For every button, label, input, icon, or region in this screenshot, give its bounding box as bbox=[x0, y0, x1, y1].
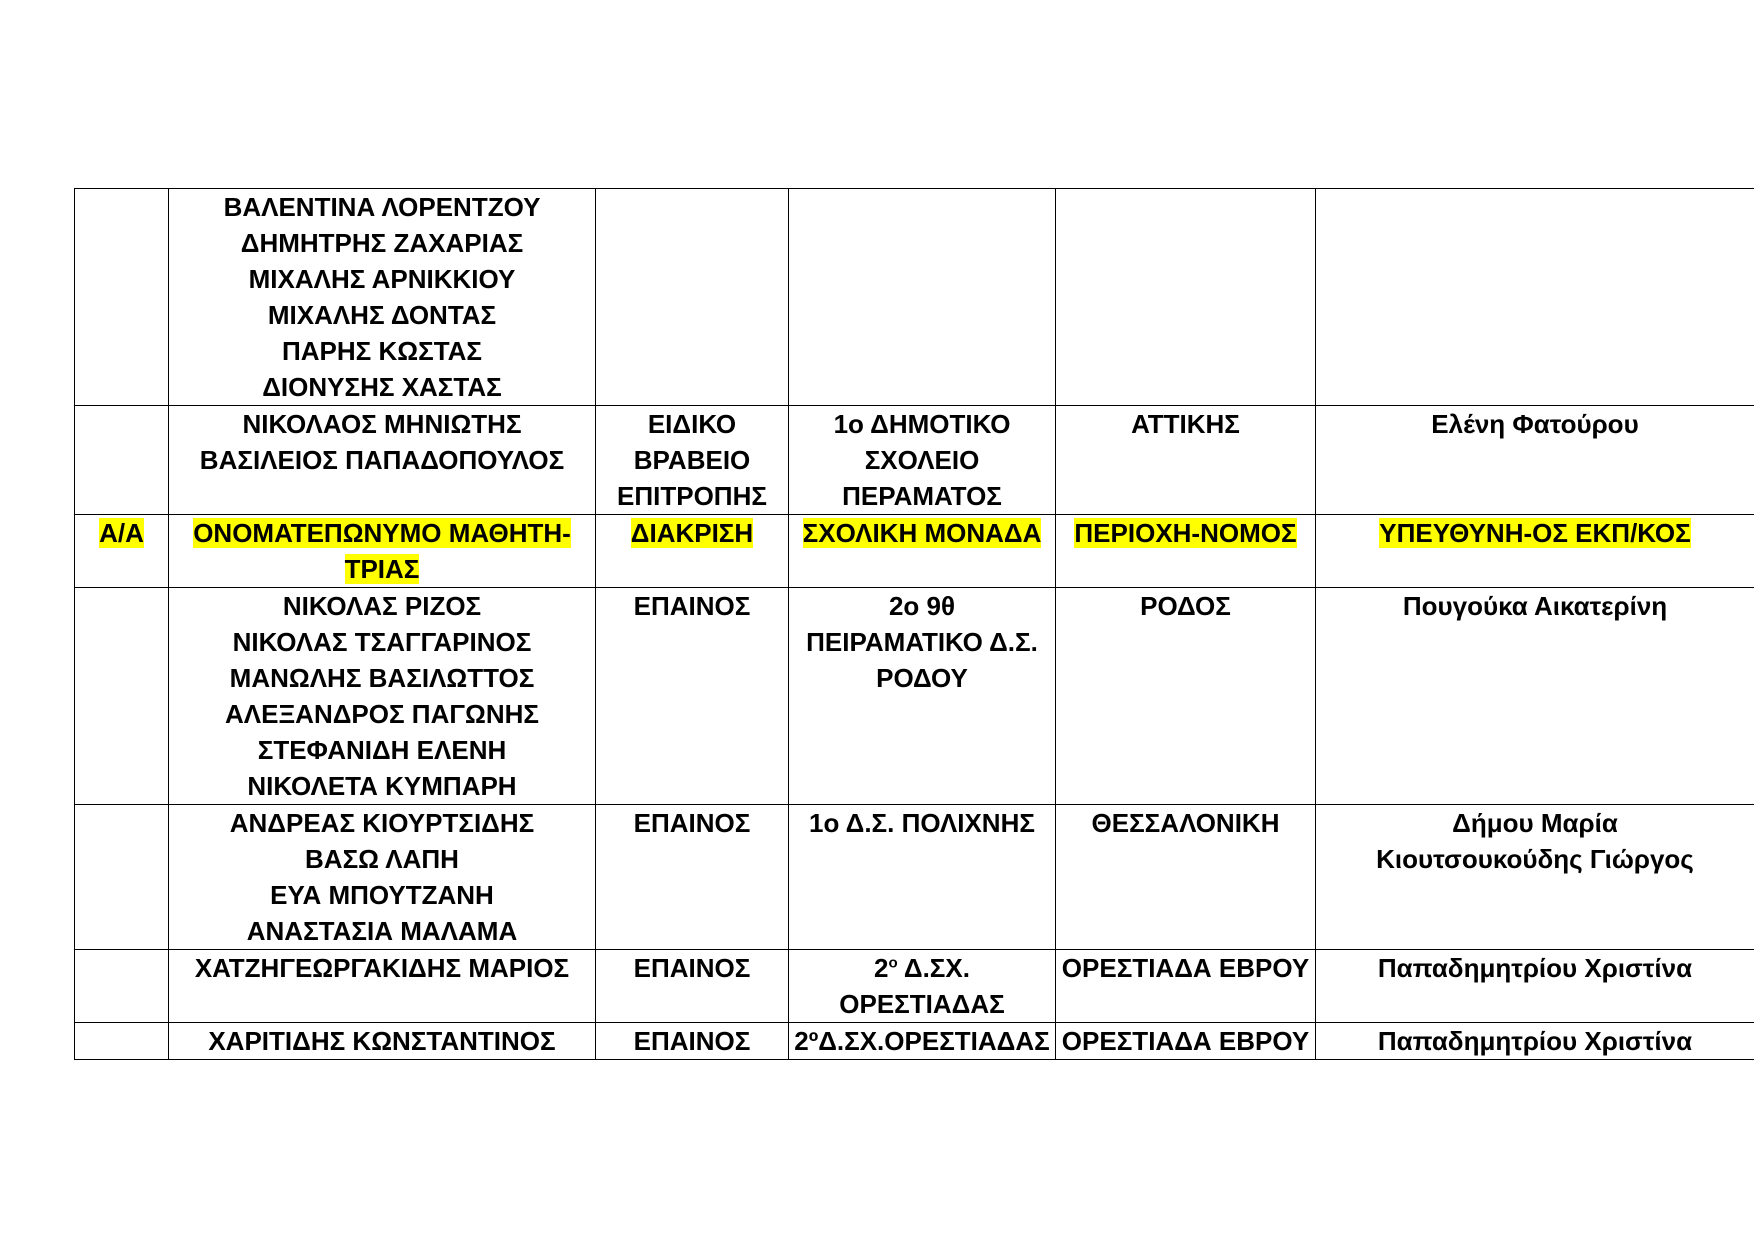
distinction-text: ΕΠΙΤΡΟΠΗΣ bbox=[617, 481, 767, 511]
distinction-cell bbox=[596, 406, 789, 515]
school-cell bbox=[789, 1023, 1056, 1060]
aa-cell bbox=[75, 805, 169, 950]
teacher-name: Δήμου Μαρία bbox=[1452, 808, 1618, 838]
school-text: 1ο Δ.Σ. ΠΟΛΙΧΝΗΣ bbox=[809, 808, 1035, 838]
header-aa-text: Α/Α bbox=[99, 518, 144, 548]
aa-cell bbox=[75, 1023, 169, 1060]
header-region bbox=[1056, 515, 1316, 588]
table-row bbox=[75, 588, 1754, 805]
region-cell bbox=[1056, 805, 1316, 950]
school-rest: Δ.ΣΧ. bbox=[897, 953, 970, 983]
distinction-cell bbox=[596, 588, 789, 805]
teacher-name: Παπαδημητρίου Χριστίνα bbox=[1377, 953, 1693, 983]
students-cell bbox=[169, 406, 596, 515]
distinction-text: ΕΠΑΙΝΟΣ bbox=[633, 1026, 751, 1056]
school-ordinal: ο bbox=[888, 954, 898, 972]
student-name: ΜΑΝΩΛΗΣ ΒΑΣΙΛΩΤΤΟΣ bbox=[229, 663, 535, 693]
region-text: ΟΡΕΣΤΙΑΔΑ ΕΒΡΟΥ bbox=[1061, 1026, 1310, 1056]
teacher-cell bbox=[1316, 1023, 1754, 1060]
distinction-cell bbox=[596, 950, 789, 1023]
student-name: ΑΝΔΡΕΑΣ ΚΙΟΥΡΤΣΙΔΗΣ bbox=[229, 808, 535, 838]
student-name: ΔΗΜΗΤΡΗΣ ΖΑΧΑΡΙΑΣ bbox=[240, 228, 524, 258]
header-region-text: ΠΕΡΙΟΧΗ-ΝΟΜΟΣ bbox=[1074, 518, 1297, 548]
school-text: ΟΡΕΣΤΙΑΔΑΣ bbox=[839, 989, 1005, 1019]
student-name: ΑΛΕΞΑΝΔΡΟΣ ΠΑΓΩΝΗΣ bbox=[224, 699, 539, 729]
distinction-text: ΕΠΑΙΝΟΣ bbox=[633, 808, 751, 838]
header-teacher bbox=[1316, 515, 1754, 588]
students-cell bbox=[169, 1023, 596, 1060]
teacher-name: Ελένη Φατούρου bbox=[1431, 409, 1639, 439]
header-name bbox=[169, 515, 596, 588]
student-name: ΕΥΑ ΜΠΟΥΤΖΑΝΗ bbox=[270, 880, 494, 910]
school-text-line1 bbox=[793, 950, 1051, 986]
student-name: ΝΙΚΟΛΑΟΣ ΜΗΝΙΩΤΗΣ bbox=[242, 409, 522, 439]
region-text: ΟΡΕΣΤΙΑΔΑ ΕΒΡΟΥ bbox=[1061, 953, 1310, 983]
header-school bbox=[789, 515, 1056, 588]
table-row bbox=[75, 950, 1754, 1023]
region-text: ΡΟΔΟΣ bbox=[1140, 591, 1231, 621]
student-name: ΧΑΤΖΗΓΕΩΡΓΑΚΙΔΗΣ ΜΑΡΙΟΣ bbox=[194, 953, 570, 983]
region-cell bbox=[1056, 950, 1316, 1023]
header-distinction-text: ΔΙΑΚΡΙΣΗ bbox=[630, 518, 754, 548]
teacher-cell bbox=[1316, 406, 1754, 515]
school-text: ΠΕΡΑΜΑΤΟΣ bbox=[842, 481, 1002, 511]
teacher-name: Πουγούκα Αικατερίνη bbox=[1402, 591, 1668, 621]
distinction-text: ΕΠΑΙΝΟΣ bbox=[633, 591, 751, 621]
school-text: 2ο 9θ bbox=[888, 591, 956, 621]
distinction-cell bbox=[596, 1023, 789, 1060]
distinction-cell bbox=[596, 805, 789, 950]
distinction-text: ΒΡΑΒΕΙΟ bbox=[633, 445, 751, 475]
student-name: ΒΑΣΩ ΛΑΠΗ bbox=[305, 844, 459, 874]
region-cell bbox=[1056, 1023, 1316, 1060]
aa-cell bbox=[75, 406, 169, 515]
school-text: ΡΟΔΟΥ bbox=[876, 663, 968, 693]
awards-table bbox=[74, 188, 1754, 1060]
students-cell bbox=[169, 588, 596, 805]
header-row bbox=[75, 515, 1754, 588]
table-row bbox=[75, 406, 1754, 515]
students-cell bbox=[169, 189, 596, 406]
students-cell bbox=[169, 805, 596, 950]
school-text: 2ºΔ.ΣΧ.ΟΡΕΣΤΙΑΔΑΣ bbox=[794, 1026, 1050, 1056]
aa-cell bbox=[75, 588, 169, 805]
school-cell bbox=[789, 588, 1056, 805]
school-cell bbox=[789, 189, 1056, 406]
student-name: ΝΙΚΟΛΑΣ ΡΙΖΟΣ bbox=[282, 591, 482, 621]
header-teacher-text: ΥΠΕΥΘΥΝΗ-ΟΣ ΕΚΠ/ΚΟΣ bbox=[1379, 518, 1691, 548]
region-text: ΑΤΤΙΚΗΣ bbox=[1131, 409, 1240, 439]
teacher-cell bbox=[1316, 805, 1754, 950]
school-cell bbox=[789, 805, 1056, 950]
school-text: 1ο ΔΗΜΟΤΙΚΟ bbox=[833, 409, 1011, 439]
distinction-text: ΕΙΔΙΚΟ bbox=[647, 409, 737, 439]
table-row bbox=[75, 1023, 1754, 1060]
school-text: ΣΧΟΛΕΙΟ bbox=[864, 445, 980, 475]
student-name: ΝΙΚΟΛΑΣ ΤΣΑΓΓΑΡΙΝΟΣ bbox=[232, 627, 532, 657]
table-row bbox=[75, 189, 1754, 406]
teacher-cell bbox=[1316, 189, 1754, 406]
student-name: ΠΑΡΗΣ ΚΩΣΤΑΣ bbox=[281, 336, 483, 366]
school-num: 2 bbox=[874, 953, 889, 983]
aa-cell bbox=[75, 950, 169, 1023]
school-text: ΠΕΙΡΑΜΑΤΙΚΟ Δ.Σ. bbox=[806, 627, 1038, 657]
region-cell bbox=[1056, 189, 1316, 406]
student-name: ΣΤΕΦΑΝΙΔΗ ΕΛΕΝΗ bbox=[257, 735, 507, 765]
school-cell bbox=[789, 950, 1056, 1023]
student-name: ΧΑΡΙΤΙΔΗΣ ΚΩΝΣΤΑΝΤΙΝΟΣ bbox=[208, 1026, 556, 1056]
region-cell bbox=[1056, 406, 1316, 515]
student-name: ΔΙΟΝΥΣΗΣ ΧΑΣΤΑΣ bbox=[262, 372, 502, 402]
student-name: ΒΑΣΙΛΕΙΟΣ ΠΑΠΑΔΟΠΟΥΛΟΣ bbox=[199, 445, 565, 475]
header-distinction bbox=[596, 515, 789, 588]
region-text: ΘΕΣΣΑΛΟΝΙΚΗ bbox=[1091, 808, 1280, 838]
header-name-line2: ΤΡΙΑΣ bbox=[344, 554, 420, 584]
student-name: ΑΝΑΣΤΑΣΙΑ ΜΑΛΑΜΑ bbox=[246, 916, 518, 946]
aa-cell bbox=[75, 189, 169, 406]
school-cell bbox=[789, 406, 1056, 515]
teacher-cell bbox=[1316, 950, 1754, 1023]
distinction-text: ΕΠΑΙΝΟΣ bbox=[633, 953, 751, 983]
students-cell bbox=[169, 950, 596, 1023]
teacher-cell bbox=[1316, 588, 1754, 805]
header-aa bbox=[75, 515, 169, 588]
student-name: ΒΑΛΕΝΤΙΝΑ ΛΟΡΕΝΤΖΟΥ bbox=[223, 192, 541, 222]
student-name: ΝΙΚΟΛΕΤΑ ΚΥΜΠΑΡΗ bbox=[247, 771, 517, 801]
header-school-text: ΣΧΟΛΙΚΗ ΜΟΝΑΔΑ bbox=[802, 518, 1042, 548]
teacher-name: Παπαδημητρίου Χριστίνα bbox=[1377, 1026, 1693, 1056]
distinction-cell bbox=[596, 189, 789, 406]
student-name: ΜΙΧΑΛΗΣ ΔΟΝΤΑΣ bbox=[267, 300, 497, 330]
region-cell bbox=[1056, 588, 1316, 805]
header-name-line1: ΟΝΟΜΑΤΕΠΩΝΥΜΟ ΜΑΘΗΤΗ- bbox=[193, 518, 571, 548]
teacher-name: Κιουτσουκούδης Γιώργος bbox=[1376, 844, 1694, 874]
student-name: ΜΙΧΑΛΗΣ ΑΡΝΙΚΚΙΟΥ bbox=[248, 264, 516, 294]
table-row bbox=[75, 805, 1754, 950]
